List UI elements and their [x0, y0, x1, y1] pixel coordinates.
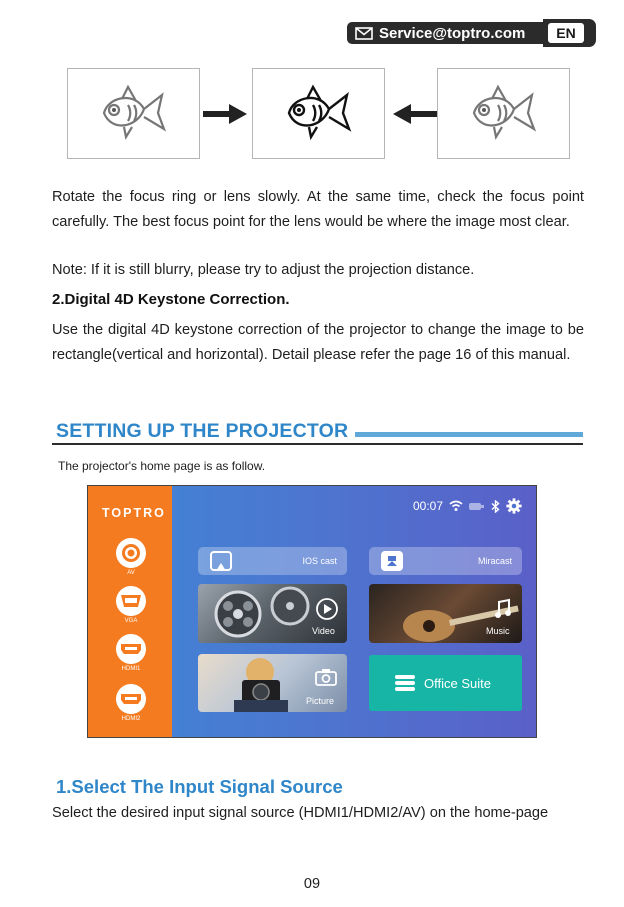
tile-miracast[interactable] [369, 547, 522, 575]
music-note-icon [494, 598, 512, 620]
sidebar-item-vga[interactable] [116, 586, 146, 624]
tile-picture[interactable] [198, 654, 347, 712]
sidebar-item-label: HDMI1 [121, 666, 141, 672]
hdmi-icon [120, 643, 142, 655]
section-title-bar [355, 432, 583, 437]
fish-blurry-right-panel [437, 68, 570, 159]
keystone-paragraph: Use the digital 4D keystone correction of the projector to change the image to be rectangle(vertical and horizontal). Detail please refer the page 16 of this manual. [52, 322, 584, 363]
section-divider [52, 443, 583, 445]
projector-home-screen [87, 485, 537, 738]
sidebar-item-label: HDMI2 [121, 716, 141, 722]
wifi-icon [449, 500, 463, 512]
gear-icon[interactable] [506, 498, 522, 514]
sidebar-item-hdmi2[interactable] [116, 684, 146, 722]
sidebar-item-hdmi1[interactable] [116, 634, 146, 672]
input-source-paragraph: Select the desired input signal source (HDMI1/HDMI2/AV) on the home-page [52, 805, 549, 821]
input-sidebar [88, 486, 172, 737]
sidebar-item-av[interactable] [116, 538, 146, 576]
usb-icon [469, 502, 485, 511]
arrow-left-icon [393, 104, 437, 124]
home-page-caption: The projector's home page is as follow. [58, 459, 266, 473]
brand-logo: TOPTRO [102, 506, 166, 520]
tile-label: Video [312, 626, 335, 636]
fish-icon [283, 83, 355, 145]
tile-office-suite[interactable] [369, 655, 522, 711]
clock: 00:07 [413, 499, 444, 513]
office-list-icon [395, 674, 415, 692]
mail-icon [355, 27, 373, 40]
hdmi-icon [120, 693, 142, 705]
fish-icon [98, 83, 170, 145]
service-email-badge [347, 22, 543, 44]
focus-note: Note: If it is still blurry, please try to adjust the projection distance. [52, 262, 475, 278]
sidebar-item-label: VGA [124, 618, 138, 624]
av-icon [121, 543, 141, 563]
miracast-icon [381, 551, 403, 571]
sidebar-item-label: AV [127, 570, 135, 576]
bluetooth-icon [491, 500, 500, 513]
tile-ios-cast[interactable] [198, 547, 347, 575]
arrow-right-icon [203, 104, 247, 124]
tile-video[interactable] [198, 584, 347, 643]
focus-paragraph: Rotate the focus ring or lens slowly. At the same time, check the focus point carefully. The best focus point for the lens would be where the image most clear. [52, 189, 584, 230]
tile-label: Picture [306, 696, 335, 706]
tile-label: IOS cast [302, 556, 337, 566]
fish-icon [468, 83, 540, 145]
section-title: SETTING UP THE PROJECTOR [56, 420, 349, 442]
fish-blurry-left-panel [67, 68, 200, 159]
tile-label: Office Suite [424, 675, 491, 691]
camera-icon [315, 668, 337, 686]
page-number: 09 [303, 876, 321, 892]
cast-screen-icon [210, 551, 232, 571]
tile-label: Music [486, 626, 510, 636]
play-icon [316, 598, 338, 620]
fish-focused-panel [252, 68, 385, 159]
service-email: Service@toptro.com [379, 24, 526, 42]
tile-music[interactable] [369, 584, 522, 643]
input-source-heading: 1.Select The Input Signal Source [56, 776, 343, 797]
vga-icon [120, 594, 142, 608]
language-label: EN [546, 21, 586, 45]
tile-label: Miracast [477, 556, 512, 566]
language-badge [543, 19, 596, 47]
keystone-heading: 2.Digital 4D Keystone Correction. [52, 291, 290, 308]
status-bar [413, 498, 522, 514]
